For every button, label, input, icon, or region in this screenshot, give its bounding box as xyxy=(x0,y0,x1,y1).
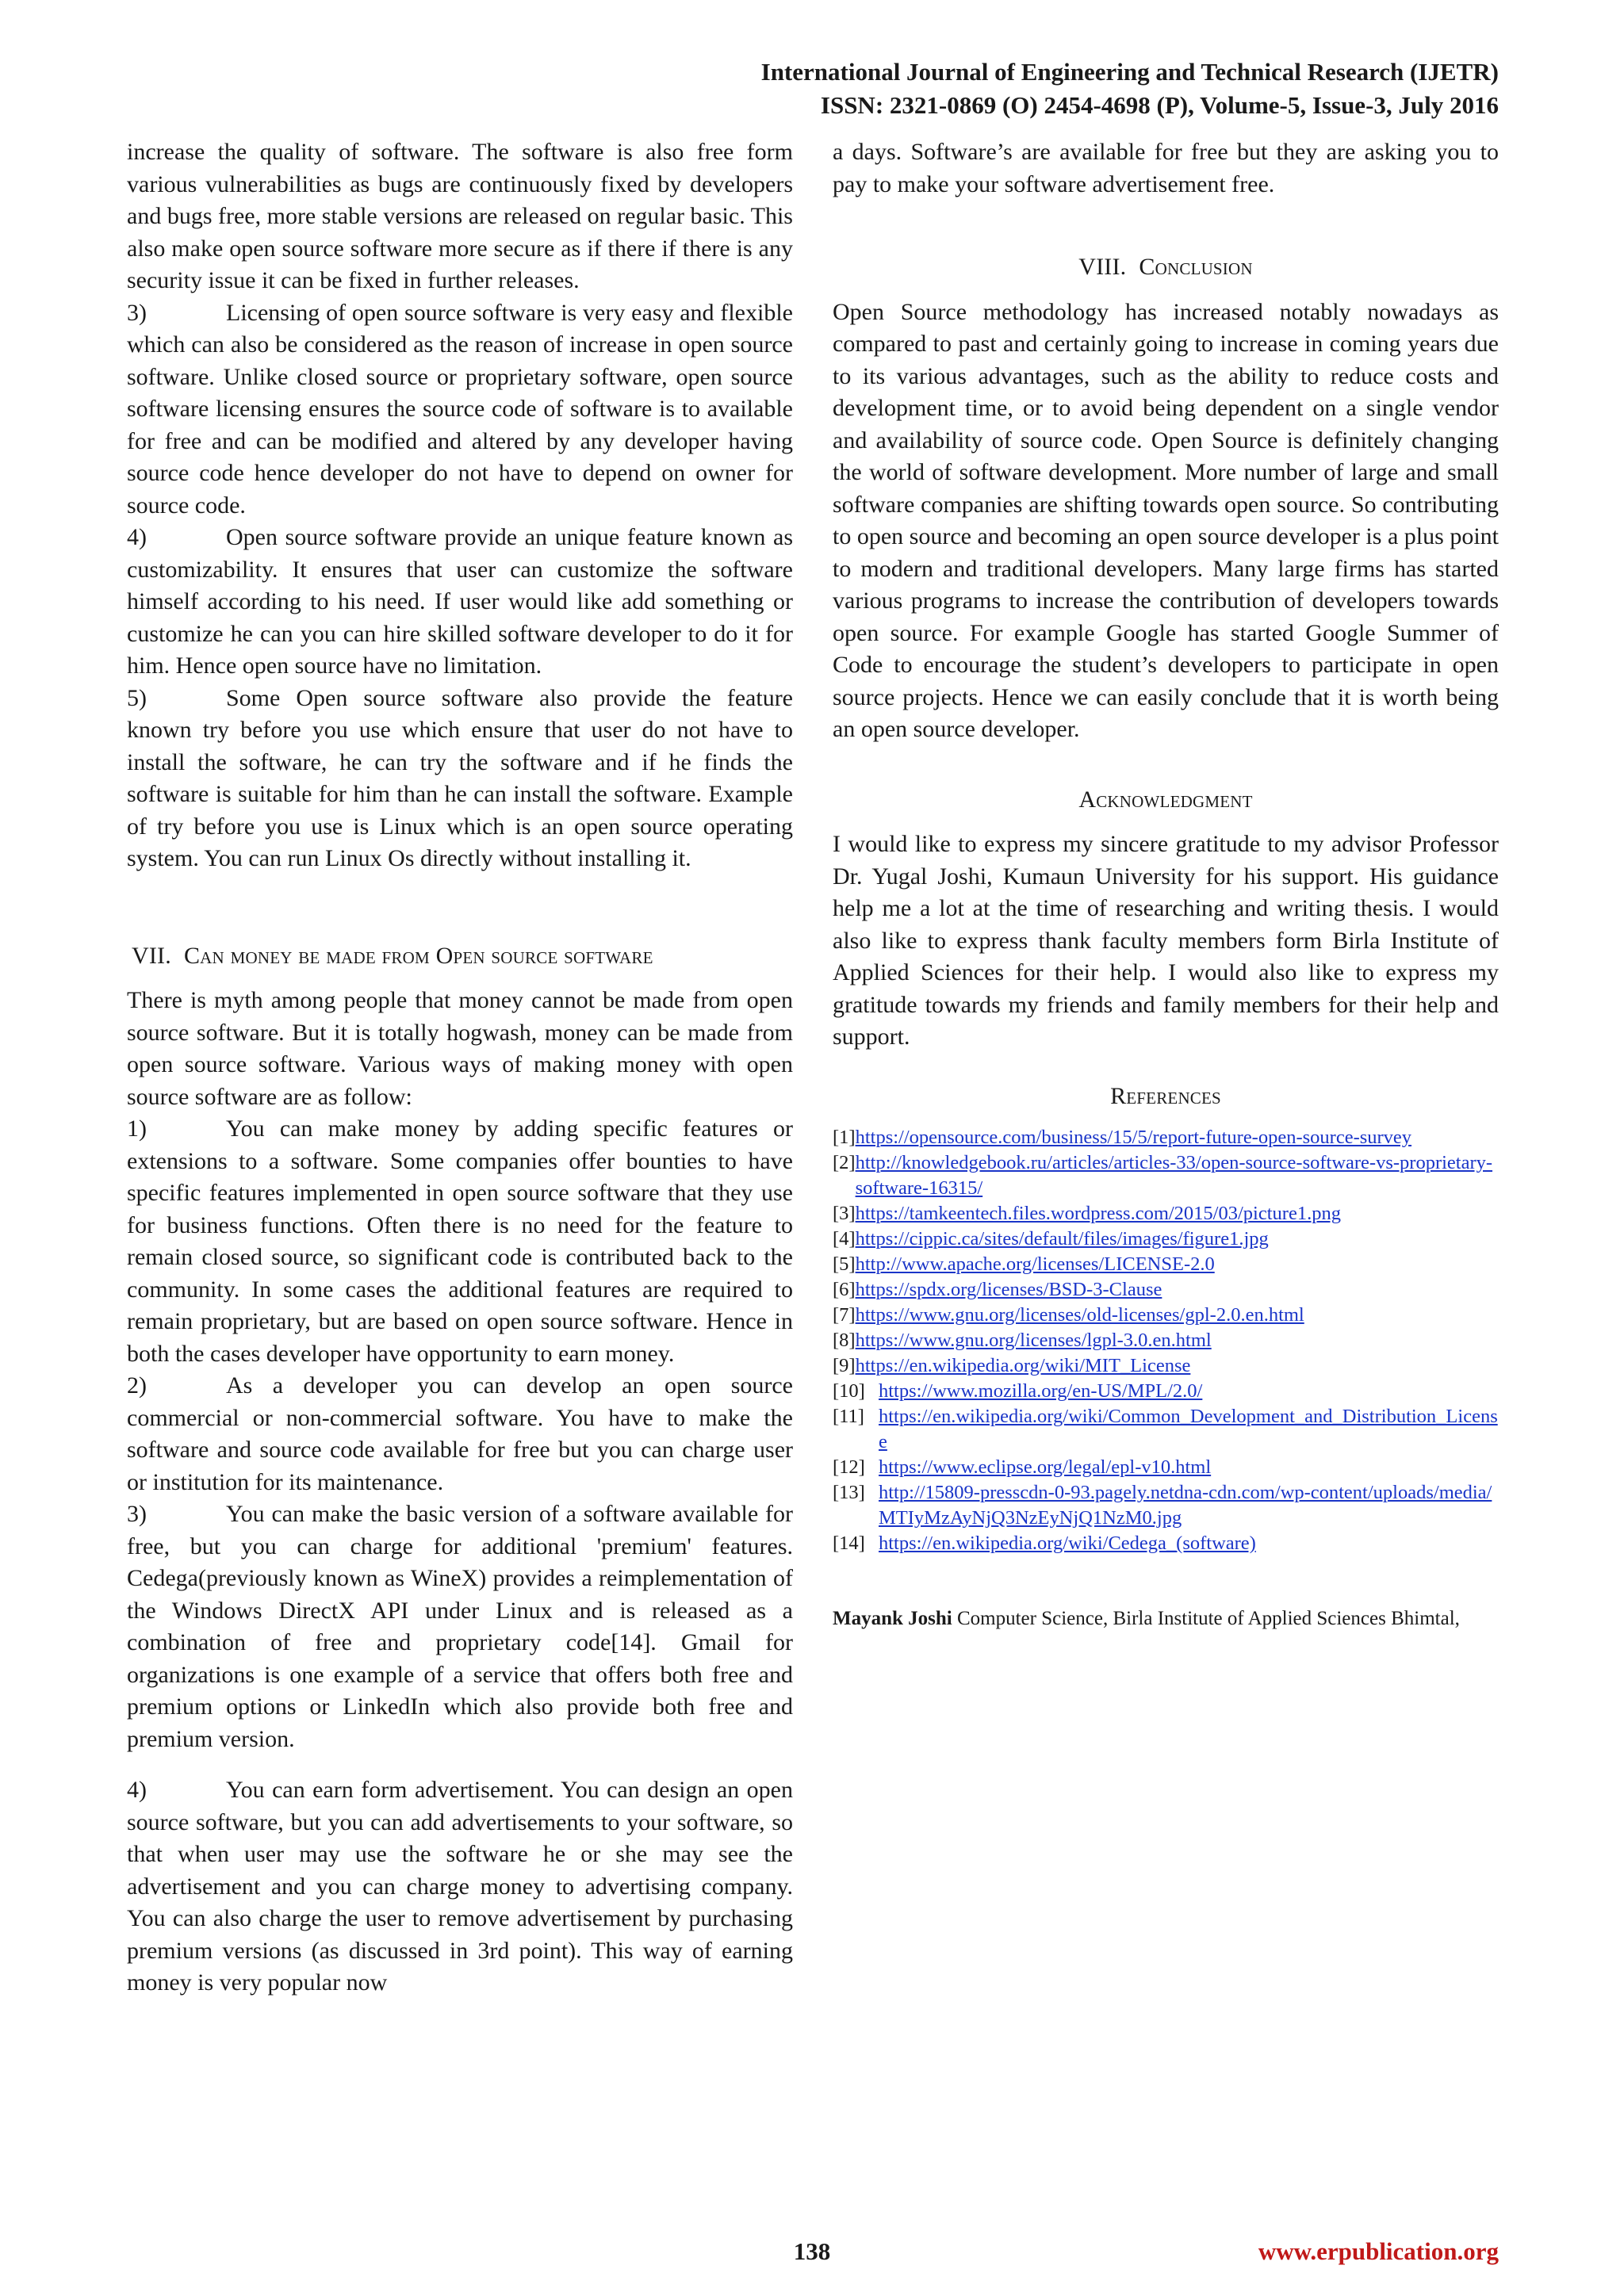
list-item-text: You can make money by adding specific features or extensions to a software. Some companies offer bounties to have specific features implemented in open source software that they use for business functions. Often there is no need for the feature to remain closed source, so significant code is contributed back to the community. In some cases the additional features are required to remain proprietary, but are based on open source software. Hence in both the cases developer have opportunity to earn money. xyxy=(127,1115,793,1367)
section-heading-acknowledgment: Acknowledgment xyxy=(1078,786,1253,813)
reference-number: [3] xyxy=(833,1203,856,1224)
reference-item xyxy=(833,1226,1499,1252)
reference-number: [4] xyxy=(833,1228,856,1249)
right-column xyxy=(833,136,1499,1632)
reference-number: [5] xyxy=(833,1253,856,1275)
reference-link[interactable]: https://en.wikipedia.org/wiki/MIT_License xyxy=(855,1355,1191,1376)
section-number: VIII. xyxy=(1078,254,1127,280)
reference-link[interactable]: https://en.wikipedia.org/wiki/Cedega_(software) xyxy=(879,1533,1256,1554)
reference-number: [1] xyxy=(833,1127,856,1148)
reference-item xyxy=(833,1125,1499,1150)
reference-item xyxy=(833,1277,1499,1303)
list-item-text: As a developer you can develop an open source commercial or non-commercial software. You have to make the software and source code available for free but you can charge user or institution for its maintenance. xyxy=(127,1372,793,1495)
reference-item xyxy=(833,1455,1499,1480)
author-name: Mayank Joshi xyxy=(833,1608,952,1629)
list-item xyxy=(127,297,793,522)
reference-item xyxy=(833,1379,1499,1404)
left-column xyxy=(127,136,793,1999)
reference-link[interactable]: https://www.eclipse.org/legal/epl-v10.html xyxy=(879,1456,1212,1478)
reference-link[interactable]: http://knowledgebook.ru/articles/articles-33/open-source-software-vs-proprietary-software-16315/ xyxy=(855,1152,1493,1199)
reference-link[interactable]: https://spdx.org/licenses/BSD-3-Clause xyxy=(855,1279,1162,1300)
page-number: 138 xyxy=(793,2237,831,2265)
reference-number: [8] xyxy=(833,1330,856,1351)
list-item-number: 4) xyxy=(127,1777,147,1803)
reference-number: [10] xyxy=(833,1380,865,1402)
list-item xyxy=(127,1774,793,1999)
list-item-text: Open source software provide an unique feature known as customizability. It ensures that user can customize the software himself according to his need. If user would like add something or customize he can you can hire skilled software developer to do it for him. Hence open source have no limitation. xyxy=(127,524,793,679)
paragraph-continued: a days. Software’s are available for free but they are asking you to pay to make your software advertisement free. xyxy=(833,139,1499,197)
list-item-number: 5) xyxy=(127,684,147,711)
list-item xyxy=(127,1113,793,1370)
reference-link[interactable]: http://15809-presscdn-0-93.pagely.netdna-cdn.com/wp-content/uploads/media/MTIyMzAyNjQ3NzEyNjQ1NzM0.jpg xyxy=(879,1482,1492,1529)
section-heading-references: References xyxy=(1110,1082,1221,1109)
list-item xyxy=(127,683,793,875)
list-item-text: You can make the basic version of a software available for free, but you can charge for additional 'premium' features. Cedega(previously known as WineX) provides a reimplementation of the Windows DirectX API under Linux and is released as a combination of free and proprietary code[14]. Gmail for organizations is one example of a service that offers both free and premium options or LinkedIn which also provide both free and premium version. xyxy=(127,1501,793,1752)
conclusion-text: Open Source methodology has increased notably nowadays as compared to past and certainly going to increase in coming years due to its various advantages, such as the ability to reduce costs and development time, or to avoid being dependent on a single vendor and availability of source code. Open Source is definitely changing the world of software development. More number of large and small software companies are shifting towards open source. So contributing to open source and becoming an open source developer is a plus point to modern and traditional developers. Many large firms has started various programs to increase the contribution of developers towards open source. For example Google has started Google Summer of Code to encourage the student’s developers to participate in open source projects. Hence we can easily conclude that it is worth being an open source developer. xyxy=(833,298,1499,742)
section-title: Conclusion xyxy=(1139,254,1253,280)
reference-number: [14] xyxy=(833,1533,865,1554)
references-list xyxy=(833,1125,1499,1556)
list-item-text: You can earn form advertisement. You can design an open source software, but you can add advertisements to your software, so that when user may use the software he or she may see the advertisement and you can charge money to advertising company. You can also charge the user to remove advertisement by purchasing premium versions (as discussed in 3rd point). This way of earning money is very popular now xyxy=(127,1777,793,1996)
reference-number: [6] xyxy=(833,1279,856,1300)
list-item xyxy=(127,1370,793,1498)
author-details: Computer Science, Birla Institute of Applied Sciences Bhimtal, xyxy=(952,1608,1460,1629)
list-item-number: 1) xyxy=(127,1115,147,1142)
section-heading-conclusion xyxy=(833,251,1499,284)
reference-link[interactable]: http://www.apache.org/licenses/LICENSE-2.0 xyxy=(855,1253,1215,1275)
list-item xyxy=(127,1498,793,1755)
list-item-number: 2) xyxy=(127,1372,147,1399)
section-title: Can money be made from Open source software xyxy=(183,942,653,969)
reference-number: [12] xyxy=(833,1456,865,1478)
reference-item xyxy=(833,1150,1499,1201)
acknowledgment-text: I would like to express my sincere gratitude to my advisor Professor Dr. Yugal Joshi, Kumaun University for his support. His guidance help me a lot at the time of researching and writing thesis. I would also like to express thank faculty members form Birla Institute of Applied Sciences for their help. I would also like to express my gratitude towards my friends and family members for their help and support. xyxy=(833,831,1499,1050)
reference-link[interactable]: https://www.gnu.org/licenses/lgpl-3.0.en.html xyxy=(855,1330,1212,1351)
reference-link[interactable]: https://cippic.ca/sites/default/files/images/figure1.jpg xyxy=(855,1228,1269,1249)
reference-item xyxy=(833,1252,1499,1277)
paragraph-continued: increase the quality of software. The software is also free form various vulnerabilities as bugs are continuously fixed by developers and bugs free, more stable versions are released on regular basic. This also make open source software more secure as if there if there is any security issue it can be fixed in further releases. xyxy=(127,139,793,293)
list-item-number: 3) xyxy=(127,299,147,326)
publisher-site: www.erpublication.org xyxy=(1258,2237,1499,2265)
list-item xyxy=(127,522,793,683)
reference-link[interactable]: https://tamkeentech.files.wordpress.com/2015/03/picture1.png xyxy=(855,1203,1341,1224)
list-item-number: 3) xyxy=(127,1501,147,1527)
section-number: VII. xyxy=(132,942,171,969)
author-bio xyxy=(833,1605,1499,1632)
list-item-text: Licensing of open source software is very easy and flexible which can also be considered as the reason of increase in open source software. Unlike closed source or proprietary software, open source software licensing ensures the source code of software is to available for free and can be modified and altered by any developer having source code hence developer do not have to depend on owner for source code. xyxy=(127,299,793,519)
reference-number: [2] xyxy=(833,1152,856,1173)
reference-number: [7] xyxy=(833,1304,856,1326)
reference-link[interactable]: https://en.wikipedia.org/wiki/Common_Development_and_Distribution_License xyxy=(879,1406,1498,1452)
section-intro: There is myth among people that money cannot be made from open source software. But it is totally hogwash, money can be made from open source software. Various ways of making money with open source software are as follow: xyxy=(127,987,793,1110)
reference-number: [13] xyxy=(833,1482,865,1503)
journal-header xyxy=(761,55,1499,122)
reference-number: [11] xyxy=(833,1406,864,1427)
reference-link[interactable]: https://opensource.com/business/15/5/report-future-open-source-survey xyxy=(855,1127,1412,1148)
reference-item xyxy=(833,1480,1499,1531)
reference-item xyxy=(833,1328,1499,1353)
reference-item xyxy=(833,1404,1499,1455)
reference-item xyxy=(833,1531,1499,1556)
reference-item xyxy=(833,1353,1499,1379)
reference-link[interactable]: https://www.gnu.org/licenses/old-licenses/gpl-2.0.en.html xyxy=(855,1304,1304,1326)
reference-link[interactable]: https://www.mozilla.org/en-US/MPL/2.0/ xyxy=(879,1380,1203,1402)
journal-issn: ISSN: 2321-0869 (O) 2454-4698 (P), Volume-5, Issue-3, July 2016 xyxy=(820,91,1499,119)
reference-number: [9] xyxy=(833,1355,856,1376)
reference-item xyxy=(833,1201,1499,1226)
list-item-text: Some Open source software also provide the feature known try before you use which ensure that user do not have to install the software, he can try the software and if he finds the software is suitable for him than he can install the software. Example of try before you use is Linux which is an open source operating system. You can run Linux Os directly without installing it. xyxy=(127,684,793,871)
journal-title: International Journal of Engineering and Technical Research (IJETR) xyxy=(760,58,1499,86)
section-heading-vii xyxy=(127,940,793,973)
reference-item xyxy=(833,1303,1499,1328)
list-item-number: 4) xyxy=(127,524,147,550)
